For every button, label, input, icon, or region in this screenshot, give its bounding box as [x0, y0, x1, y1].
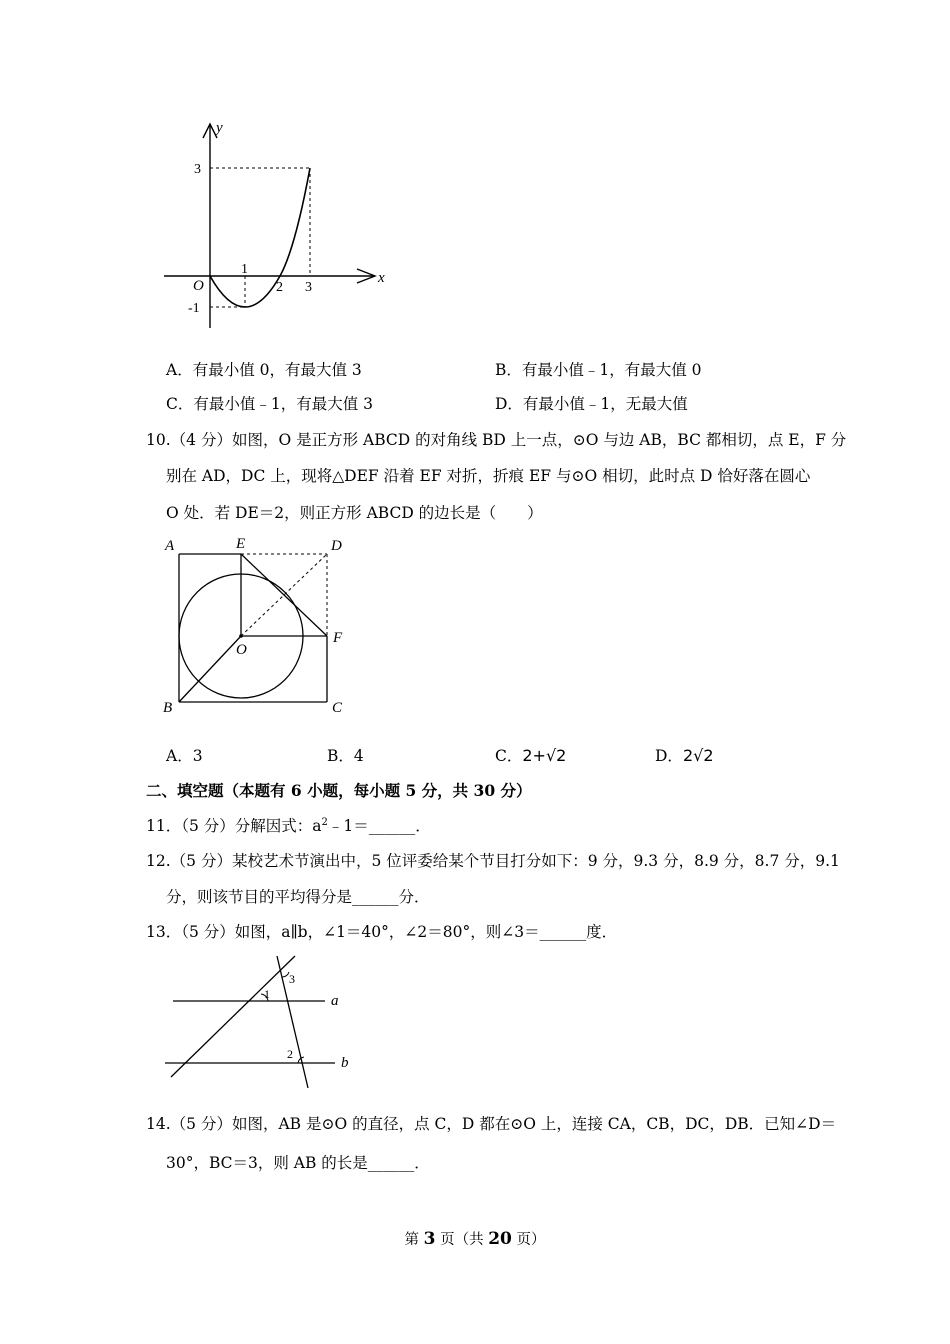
- footer-total-pages: 20: [488, 1229, 512, 1249]
- tick-2-x: 2: [276, 280, 283, 295]
- angle-label-1: 1: [264, 987, 270, 1001]
- q11-sup: 2: [321, 816, 328, 828]
- label-d: D: [331, 538, 342, 554]
- q10-option-d-prefix: D．: [655, 747, 683, 765]
- label-b: B: [163, 700, 173, 716]
- y-axis-label: y: [216, 120, 223, 136]
- footer-post: 页）: [511, 1232, 546, 1248]
- label-o: O: [236, 642, 247, 658]
- label-a: A: [165, 538, 175, 554]
- tick-1-x: 1: [241, 262, 248, 277]
- label-c: C: [332, 700, 343, 716]
- q9-option-b: B．有最小值﹣1，有最大值 0: [495, 361, 702, 379]
- q10-option-a: A．3: [166, 747, 203, 765]
- tick-3-y: 3: [194, 162, 201, 177]
- square-circle-figure: [155, 530, 360, 720]
- q10-option-c-math: 2+√2: [522, 746, 567, 765]
- tick-3-x: 3: [305, 280, 312, 295]
- q14-line-1: 14.（5 分）如图，AB 是⊙O 的直径，点 C，D 都在⊙O 上，连接 CA，CB，DC，DB．已知∠D＝: [146, 1115, 837, 1133]
- q12-line-1: 12.（5 分）某校艺术节演出中，5 位评委给某个节目打分如下：9 分，9.3 分，8.9 分，8.7 分，9.1: [146, 852, 840, 870]
- q11-pre: 11．（5 分）分解因式：a: [146, 817, 322, 835]
- page-footer: [0, 1228, 950, 1249]
- q14-line-2: 30°，BC＝3，则 AB 的长是______．: [166, 1154, 430, 1172]
- q9-option-d: D．有最小值﹣1，无最大值: [495, 395, 688, 413]
- origin-label: O: [193, 278, 204, 294]
- q10-option-d-math: 2√2: [682, 746, 714, 765]
- q11-post: ﹣1＝______．: [327, 817, 431, 835]
- x-axis-label: x: [378, 270, 385, 286]
- angle-arc-3: [282, 972, 289, 977]
- footer-pre: 第: [404, 1232, 424, 1248]
- tick-neg1-y: -1: [188, 301, 200, 316]
- footer-page-number: 3: [423, 1229, 436, 1249]
- parallel-lines-figure: [155, 950, 365, 1095]
- q10-option-c: [495, 746, 566, 766]
- q9-option-c: C．有最小值﹣1，有最大值 3: [166, 395, 374, 413]
- angle-label-3: 3: [289, 972, 295, 986]
- q10-line-3: O 处．若 DE＝2，则正方形 ABCD 的边长是（ ）: [166, 504, 543, 522]
- crease-ef: [241, 554, 327, 636]
- q10-line-2: 别在 AD，DC 上，现将△DEF 沿着 EF 对折，折痕 EF 与⊙O 相切，此时点 D 恰好落在圆心: [166, 467, 811, 485]
- point-o: [239, 634, 243, 638]
- line-label-a: a: [331, 993, 339, 1009]
- q10-line-1: 10.（4 分）如图，O 是正方形 ABCD 的对角线 BD 上一点，⊙O 与边 AB，BC 都相切，点 E，F 分: [146, 431, 847, 449]
- q10-option-d: [655, 746, 714, 766]
- angle-label-2: 2: [287, 1047, 293, 1061]
- section-2-heading: 二、填空题（本题有 6 小题，每小题 5 分，共 30 分）: [146, 781, 532, 800]
- q11-text: [146, 816, 431, 836]
- label-e: E: [236, 536, 246, 552]
- q13-text: 13．（5 分）如图，a∥b，∠1＝40°，∠2＝80°，则∠3＝______度．: [146, 923, 618, 941]
- parabola-graph-figure: [150, 110, 400, 335]
- q9-option-a: A．有最小值 0，有最大值 3: [166, 361, 362, 379]
- q10-option-c-prefix: C．: [495, 747, 523, 765]
- label-f: F: [333, 630, 343, 646]
- transversal-1: [171, 956, 295, 1077]
- q10-option-b: B．4: [327, 747, 364, 765]
- line-label-b: b: [341, 1055, 349, 1071]
- q12-line-2: 分，则该节目的平均得分是______分．: [166, 888, 430, 906]
- parabola-curve: [210, 168, 310, 307]
- footer-mid: 页（共: [435, 1232, 489, 1248]
